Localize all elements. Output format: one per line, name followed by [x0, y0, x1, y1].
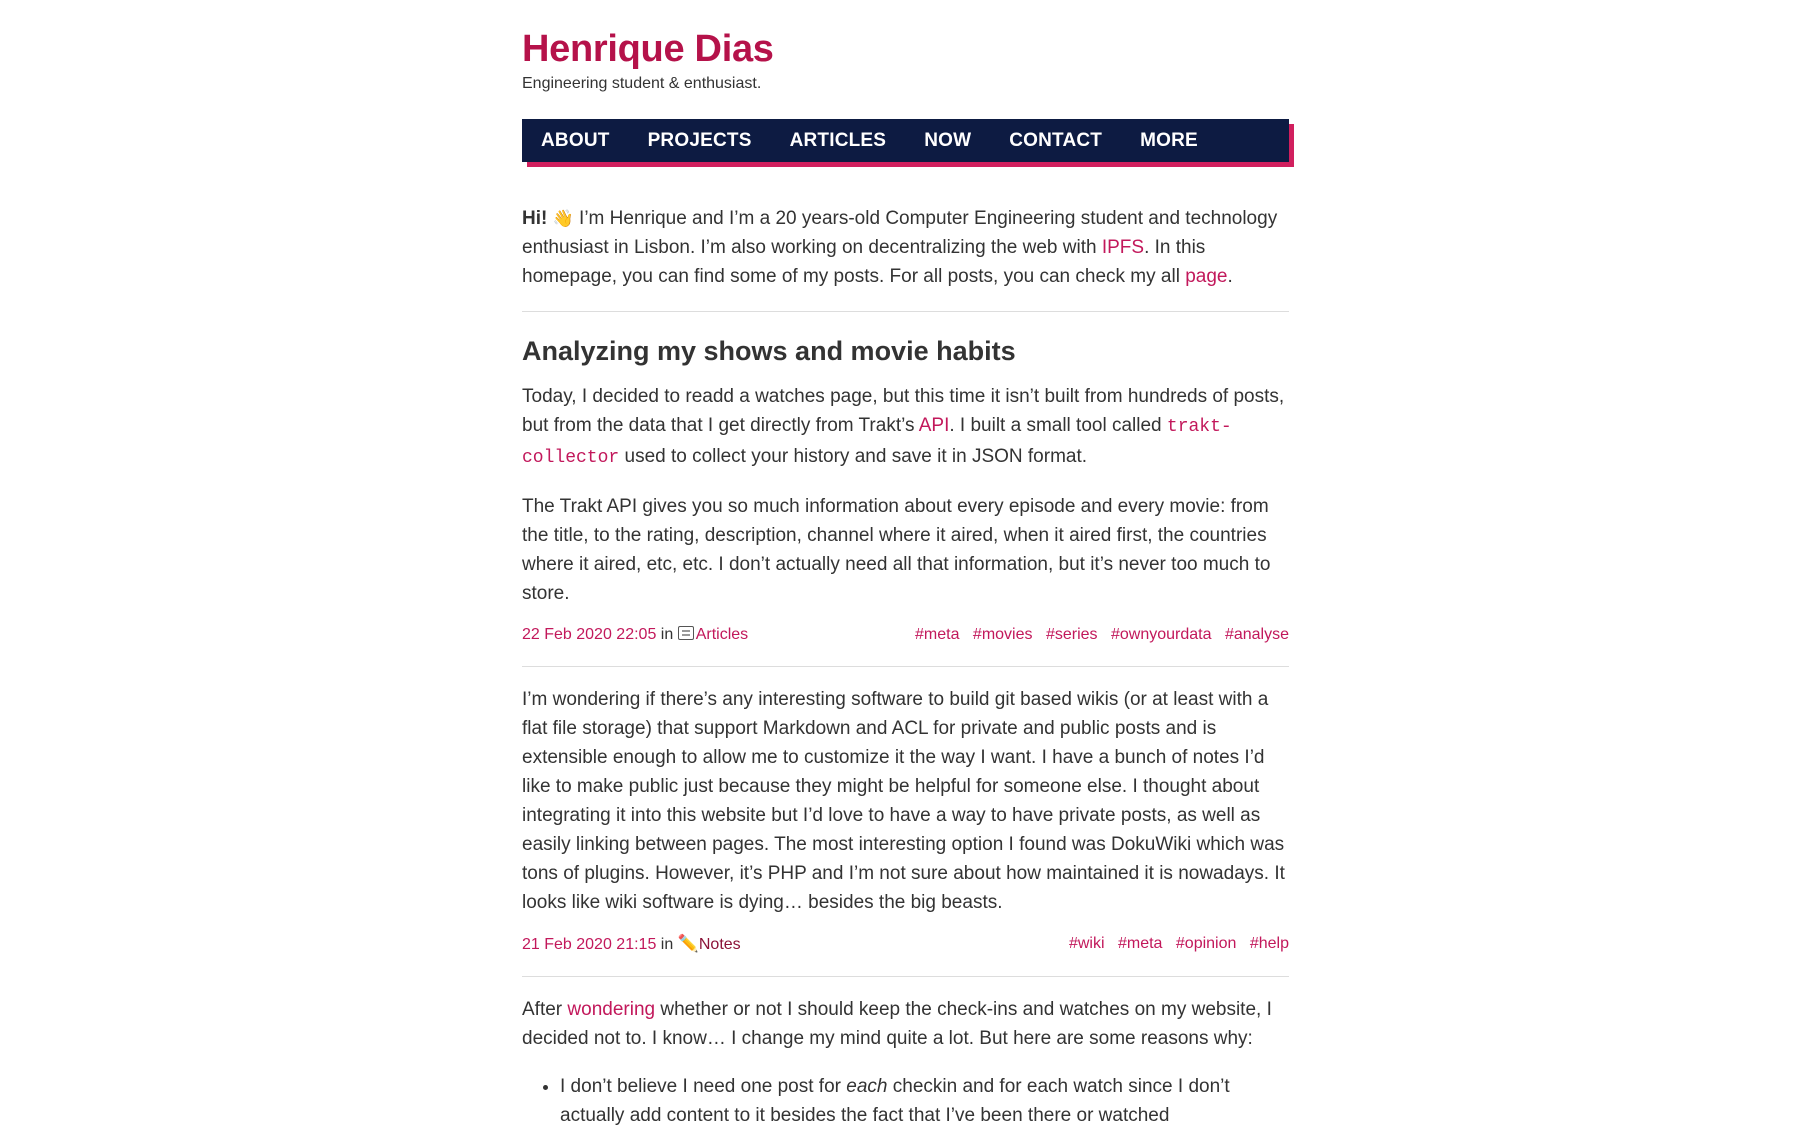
trakt-collector-code[interactable]: trakt-collector [522, 417, 1232, 468]
post-meta-left [522, 624, 748, 646]
post-text: . I built a small tool called [949, 415, 1167, 436]
tag-link[interactable]: #help [1249, 935, 1289, 952]
site-subtitle: Engineering student & enthusiast. [522, 75, 762, 92]
nav-item-more[interactable]: MORE [1140, 129, 1198, 151]
post-paragraph [522, 995, 1289, 1053]
pencil-icon: ✏️ [677, 934, 699, 953]
post-body [522, 685, 1289, 917]
divider [522, 666, 1289, 667]
post-note [522, 995, 1289, 1130]
nav-item-contact[interactable]: CONTACT [1009, 129, 1103, 151]
post-meta [522, 933, 1289, 956]
list-item [560, 1072, 1289, 1130]
category-link-articles[interactable]: Articles [695, 626, 749, 643]
wondering-link[interactable]: wondering [567, 999, 656, 1020]
post-text: whether or not I should keep the check-ins and watches on my website, I decided not to. I know… I change my mind quite a lot. But here are some reasons why: [522, 999, 1272, 1049]
intro-hi: Hi! [522, 208, 548, 229]
api-link[interactable]: API [918, 415, 950, 436]
intro-text-1: I’m Henrique and I’m a 20 years-old Computer Engineering student and technology enthusiast in Lisbon. I’m also working on decentralizing the web with [522, 208, 1278, 258]
list-text: checkin and for each watch since I don’t actually add content to it besides the fact that I’ve been there or watched [560, 1076, 1230, 1126]
site-title[interactable]: Henrique Dias [522, 28, 774, 70]
tag-link[interactable]: #movies [972, 626, 1033, 643]
intro-text-3: . [1227, 266, 1233, 287]
tag-link[interactable]: #series [1045, 626, 1098, 643]
intro-paragraph [522, 204, 1289, 291]
list-emphasis: each [846, 1076, 888, 1097]
nav-item-now[interactable]: NOW [924, 129, 972, 151]
post-text: After [522, 999, 568, 1020]
post-paragraph: The Trakt API gives you so much information about every episode and every movie: from the title, to the rating, description, channel where it aired, when it aired first, the countries where it aired, etc, etc. I don’t actually need all that information, but it’s never too much to store. [522, 496, 1271, 604]
waving-hand-icon: 👋 [552, 209, 574, 228]
post-note [522, 685, 1289, 956]
nav-item-about[interactable]: ABOUT [541, 129, 610, 151]
tag-link[interactable]: #wiki [1068, 935, 1105, 952]
newspaper-icon [678, 626, 694, 640]
post-meta [522, 624, 1289, 646]
meta-in-label: in [656, 626, 678, 643]
divider [522, 311, 1289, 312]
ipfs-link[interactable]: IPFS [1101, 237, 1145, 258]
all-posts-link[interactable]: page [1185, 266, 1228, 287]
post-title[interactable]: Analyzing my shows and movie habits [522, 336, 1016, 366]
post-date-link[interactable]: 21 Feb 2020 21:15 [522, 936, 657, 953]
nav-item-projects[interactable]: PROJECTS [647, 129, 752, 151]
intro-section [522, 204, 1289, 291]
page-container [522, 0, 1289, 1130]
tag-link[interactable]: #ownyourdata [1110, 626, 1212, 643]
post-body [522, 995, 1289, 1053]
category-link-notes[interactable]: Notes [698, 936, 741, 953]
list-text: I don’t believe I need one post for [560, 1076, 847, 1097]
nav-item-articles[interactable]: ARTICLES [789, 129, 887, 151]
tag-link[interactable]: #analyse [1224, 626, 1289, 643]
post-body [522, 382, 1289, 608]
post-tags [1060, 933, 1289, 956]
post-article [522, 334, 1289, 646]
nav-bar [522, 119, 1289, 162]
tag-link[interactable]: #meta [915, 626, 960, 643]
meta-in-label: in [656, 936, 678, 953]
post-text: Today, I decided to readd a watches page, but this time it isn’t built from hundreds of posts, but from the data that I get directly from Trakt’s [522, 386, 1285, 436]
post-paragraph: I’m wondering if there’s any interesting software to build git based wikis (or at least with a flat file storage) that support Markdown and ACL for private and public posts and is extensible enough to allow me to customize it the way I want. I have a bunch of notes I’d like to make public just because they might be helpful for someone else. I thought about integrating it into this website but I’d love to have a way to have private posts, as well as easily linking between pages. The most interesting option I found was DokuWiki which was tons of plugins. However, it’s PHP and I’m not sure about how maintained it is nowadays. It looks like wiki software is dying… besides the big beasts. [522, 689, 1285, 913]
post-meta-left [522, 933, 741, 956]
reasons-list [522, 1072, 1289, 1130]
divider [522, 976, 1289, 977]
post-tags [906, 624, 1289, 646]
tag-link[interactable]: #meta [1117, 935, 1163, 952]
tag-link[interactable]: #opinion [1175, 935, 1237, 952]
post-text: used to collect your history and save it in JSON format. [619, 446, 1088, 467]
post-date-link[interactable]: 22 Feb 2020 22:05 [522, 626, 657, 643]
main-nav [522, 119, 1289, 167]
post-paragraph [522, 382, 1289, 473]
intro-text-2: . In this homepage, you can find some of my posts. For all posts, you can check my all [522, 237, 1206, 287]
